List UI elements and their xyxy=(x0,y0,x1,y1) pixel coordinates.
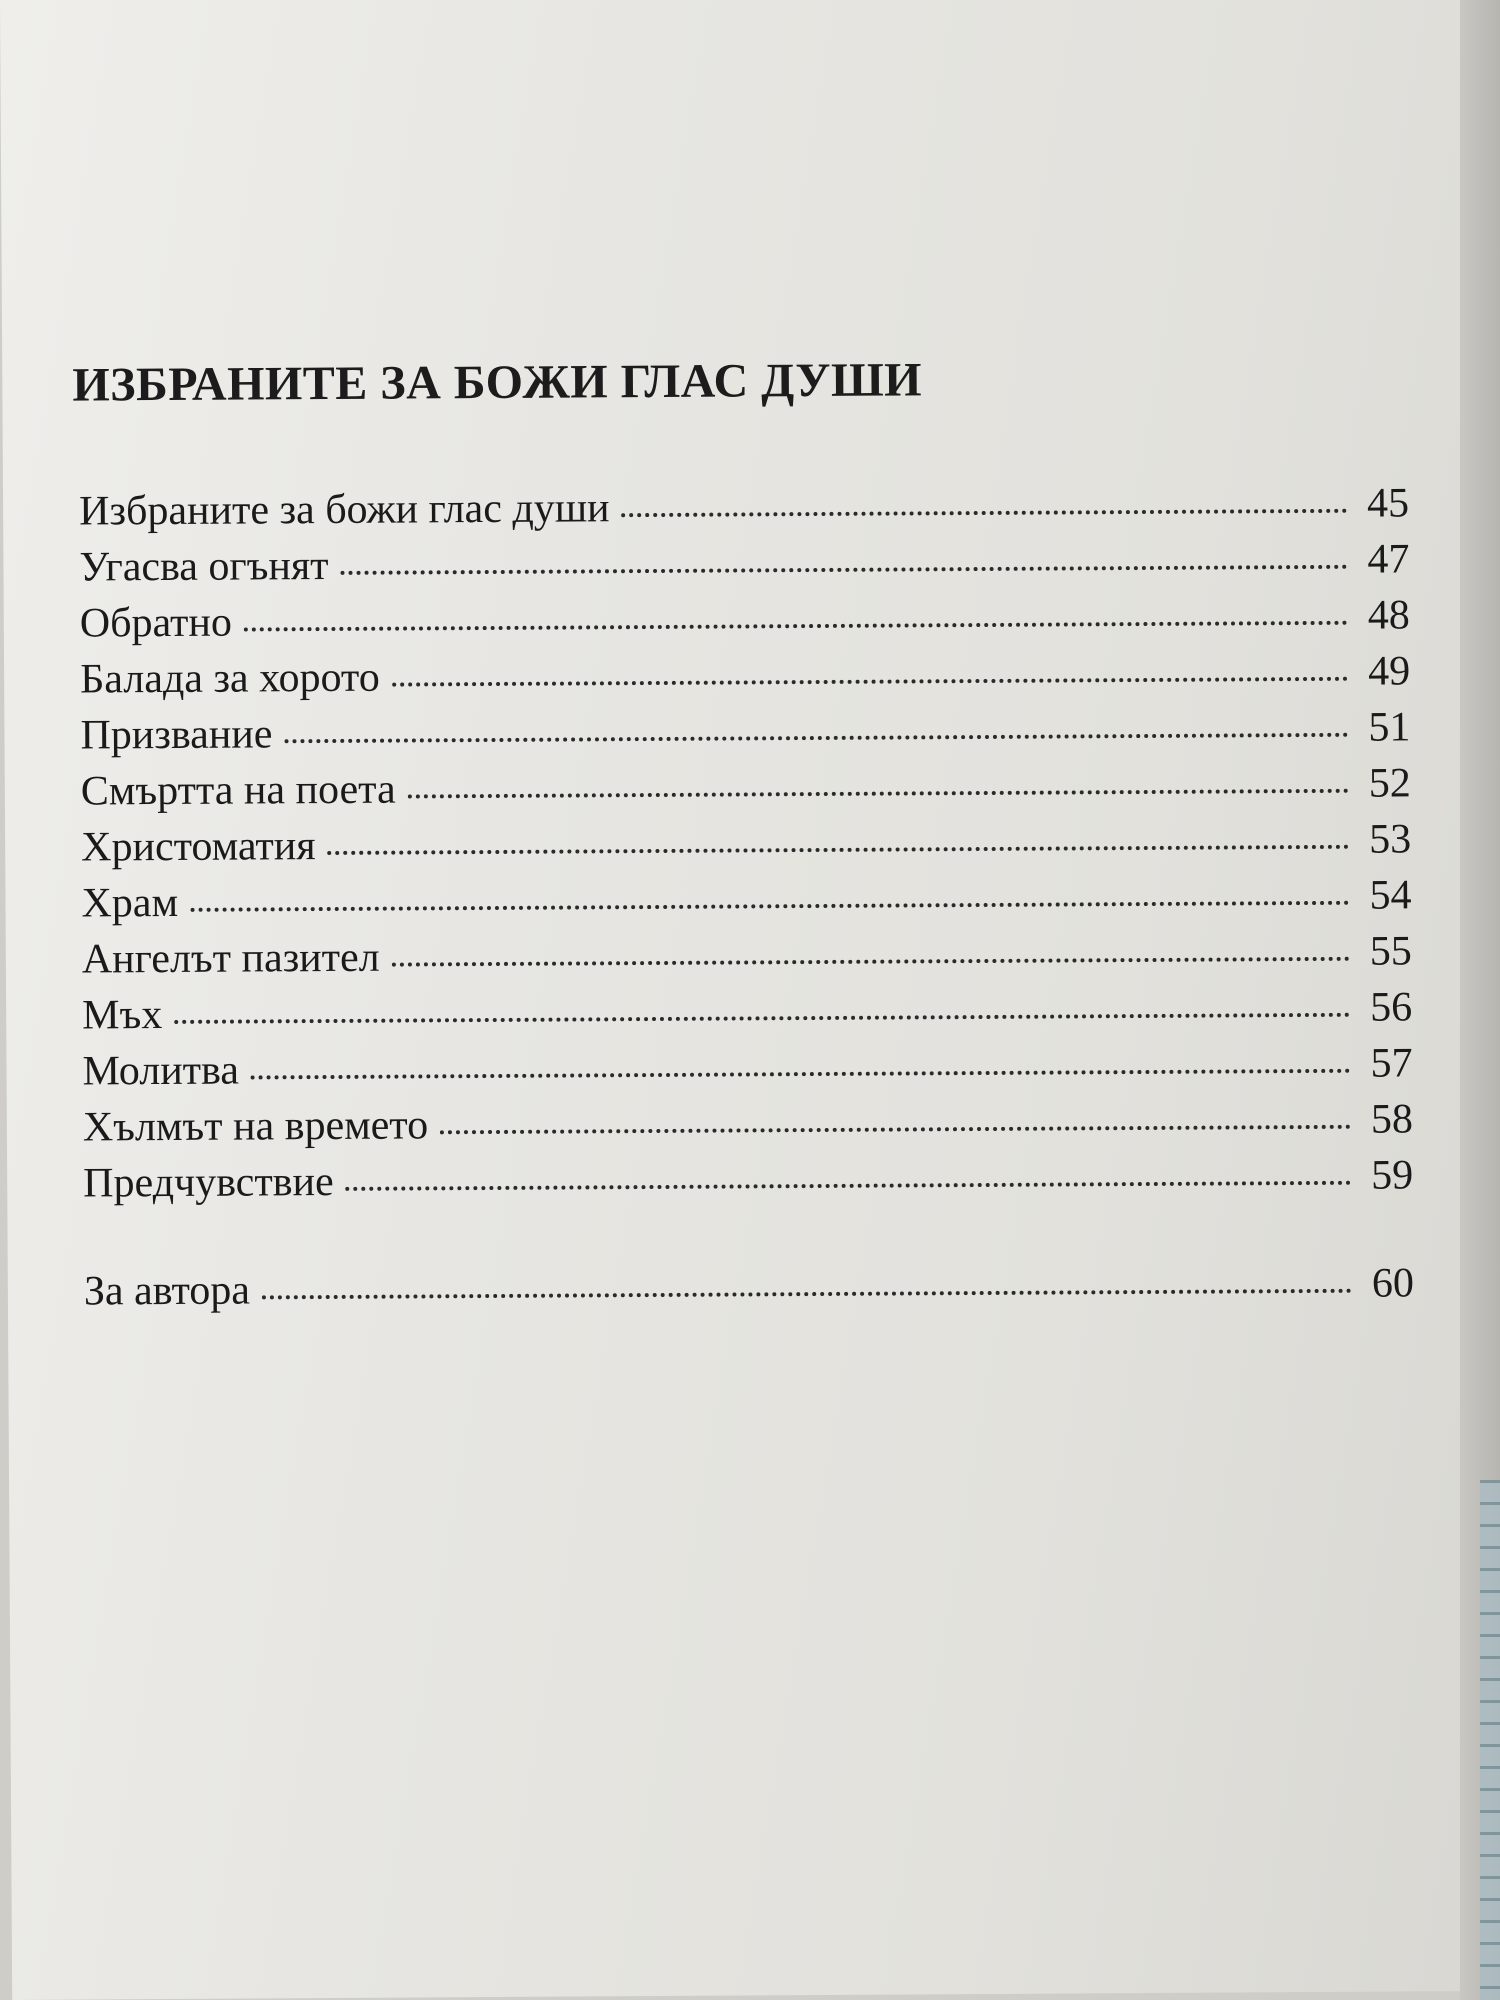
toc-entry-page: 54 xyxy=(1369,872,1412,919)
toc-entry xyxy=(79,535,1409,599)
toc-entry-page: 47 xyxy=(1367,536,1410,583)
toc-entry xyxy=(79,479,1409,543)
dot-leader xyxy=(408,781,1349,799)
toc-entry-title: Мъх xyxy=(82,992,163,1039)
dot-leader xyxy=(244,613,1348,632)
toc-entry xyxy=(82,927,1412,991)
toc-entry-title: Избраните за божи глас души xyxy=(78,485,610,535)
dot-leader xyxy=(341,557,1348,575)
dot-leader xyxy=(622,501,1348,517)
toc-entry-page: 60 xyxy=(1371,1260,1415,1307)
toc-entry xyxy=(82,1039,1412,1103)
bleed-through-text xyxy=(10,1561,1500,1570)
toc-entry-page: 53 xyxy=(1369,816,1412,863)
toc-entry xyxy=(81,871,1411,935)
toc-entry xyxy=(81,815,1411,879)
toc-entry-page: 58 xyxy=(1370,1096,1414,1143)
toc-entry-page: 55 xyxy=(1369,928,1412,975)
dot-leader xyxy=(251,1061,1351,1080)
toc-entry-title: Ангелът пазител xyxy=(81,934,380,983)
page-edge-pattern xyxy=(1480,1480,1500,2000)
toc-entry xyxy=(80,591,1410,655)
toc-entry-title: За автора xyxy=(83,1267,251,1315)
toc-entry xyxy=(83,1151,1413,1215)
toc-entry-title: Молитва xyxy=(82,1047,240,1095)
toc-entry-title: Угасва огънят xyxy=(79,543,329,591)
toc-entry-page: 59 xyxy=(1371,1152,1414,1199)
toc-entry-title: Смъртта на поета xyxy=(80,766,396,815)
bleed-through-text xyxy=(11,1866,1500,1875)
toc-entry-title: Христоматия xyxy=(81,823,316,871)
toc-entry-title: Предчувствие xyxy=(83,1158,334,1207)
bleed-through-text xyxy=(11,1811,1500,1820)
toc-entry-page: 57 xyxy=(1370,1040,1413,1087)
dot-leader xyxy=(284,725,1348,743)
dot-leader xyxy=(392,949,1350,967)
toc-entry-title: Хълмът на времето xyxy=(82,1102,429,1151)
bleed-through-text xyxy=(9,1441,1499,1450)
table-of-contents xyxy=(79,479,1414,1323)
toc-entry-page: 48 xyxy=(1367,592,1410,639)
toc-entry-title: Обратно xyxy=(79,599,233,647)
dot-leader xyxy=(440,1117,1351,1135)
toc-entry-page: 45 xyxy=(1366,480,1410,527)
toc-entry xyxy=(80,647,1410,711)
bleed-through-text xyxy=(11,1756,1500,1765)
dot-leader xyxy=(392,669,1348,687)
toc-entry-page: 52 xyxy=(1368,760,1411,807)
toc-entry-title: Призвание xyxy=(80,711,273,759)
dot-leader xyxy=(190,893,1349,912)
dot-leader xyxy=(328,837,1350,855)
toc-entry-title: Храм xyxy=(81,879,179,927)
toc-entry xyxy=(82,983,1412,1047)
bleed-through-text xyxy=(8,1361,1498,1370)
toc-entry xyxy=(80,703,1410,767)
bleed-through-text xyxy=(10,1616,1500,1625)
toc-entry-page: 56 xyxy=(1370,984,1413,1031)
dot-leader xyxy=(262,1281,1352,1300)
toc-entry-page: 51 xyxy=(1368,704,1411,751)
dot-leader xyxy=(346,1173,1352,1191)
toc-entry-page: 49 xyxy=(1367,648,1411,695)
dot-leader xyxy=(174,1005,1350,1024)
toc-entry xyxy=(81,759,1411,823)
toc-entry-title: Балада за хорото xyxy=(80,654,380,703)
toc-entry xyxy=(83,1095,1413,1159)
section-title: ИЗБРАНИТЕ ЗА БОЖИ ГЛАС ДУШИ xyxy=(72,353,923,412)
toc-entry-about-author xyxy=(84,1259,1414,1323)
